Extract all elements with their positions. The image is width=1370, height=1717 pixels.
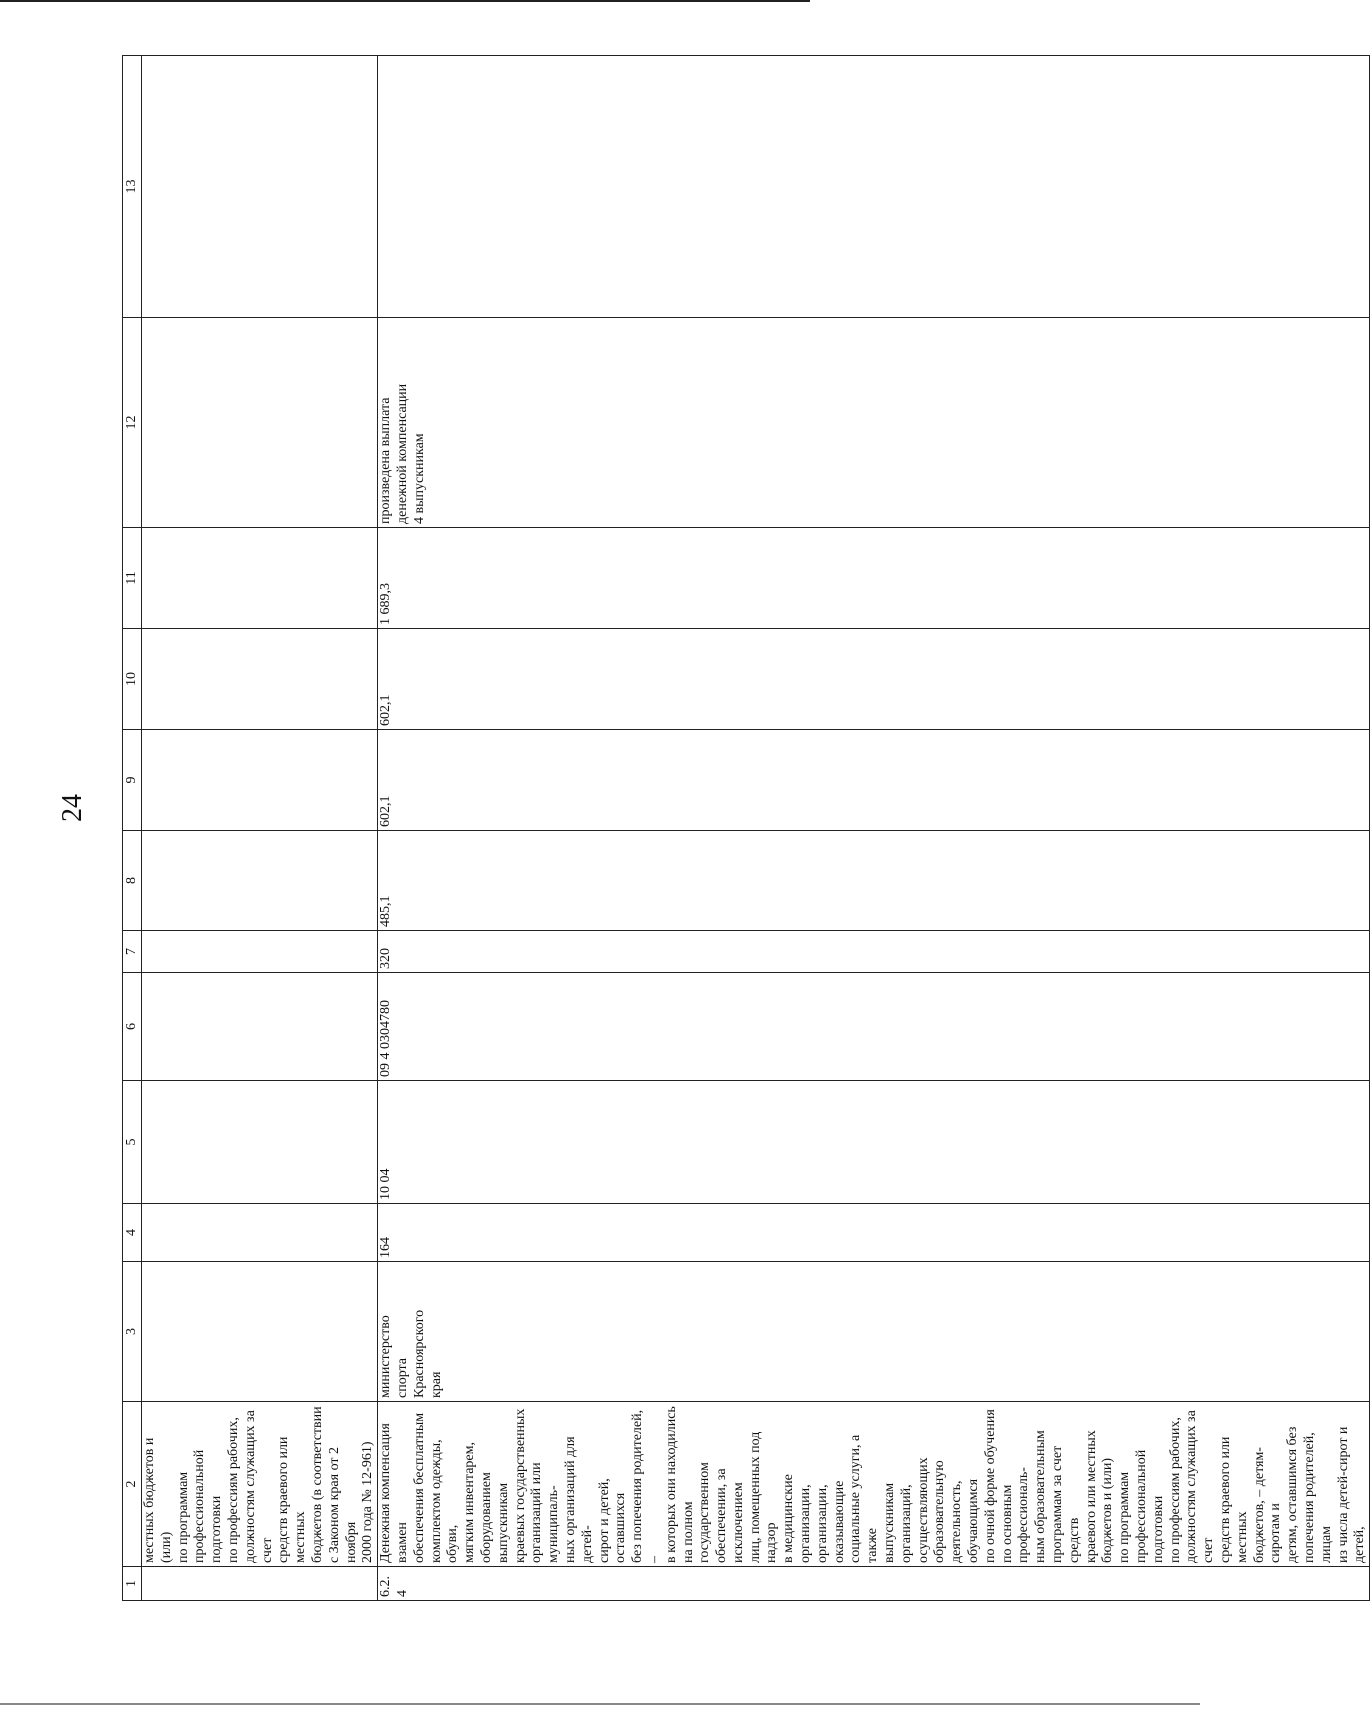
- cell-executor: [378, 1262, 1370, 1402]
- cell-col4: [378, 1204, 1370, 1262]
- column-number: 8: [123, 831, 142, 931]
- column-number: 2: [123, 1402, 142, 1567]
- executor-name: министерство спорта Красноярского края: [378, 1309, 444, 1398]
- item-description: Денежная компенсация взамен обеспечения бесплатным комплектом одежды, обуви, мягким инвентарем, оборудованием выпускникам краевых государственных организаций или муниципаль- ных организаций для детей- сирот и детей, оставшихся без попечения родителей, – в которых они находились на полном государственном обеспечении, за исключением лиц, помещенных под надзор в медицинские организации, организации, оказывающие социальные услуги, а также выпускникам организаций, осуществляющих образовательную деятельность, обучающимся по очной форме обучения по основным профессиональ- ным образовательным программам за счет средств краевого или местных бюджетов и (или) по программам профессиональной подготовки по профессиям рабочих, должностям служащих за счет средств краевого или местных бюджетов, – детям-сиротам и детям, оставшимся без попечения родителей, лицам из числа детей-сирот и детей,: [378, 1406, 1368, 1563]
- cell-description: [378, 1402, 1370, 1567]
- cell-empty: [142, 931, 378, 973]
- item-number: 6.2.4: [378, 1576, 410, 1597]
- cell-col6: [378, 973, 1370, 1081]
- column-number: 12: [123, 318, 142, 528]
- col11-value: 1 689,3: [378, 583, 394, 625]
- cell-empty: [142, 1081, 378, 1204]
- column-number: 11: [123, 528, 142, 629]
- column-number-header-row: [123, 56, 142, 1601]
- cell-empty: [142, 56, 378, 318]
- cell-empty: [142, 629, 378, 730]
- col4-value: 164: [378, 1237, 394, 1258]
- column-number: 10: [123, 629, 142, 730]
- cell-empty: [142, 528, 378, 629]
- cell-col10: [378, 629, 1370, 730]
- cell-empty: [142, 318, 378, 528]
- cell-col12: [378, 318, 1370, 528]
- column-number: 5: [123, 1081, 142, 1204]
- cell-item-number: [378, 1567, 1370, 1601]
- col9-value: 602,1: [378, 795, 394, 827]
- cell-description-continued: [142, 1402, 378, 1567]
- col12-result-text: произведена выплата денежной компенсации 4 выпускникам: [378, 383, 427, 524]
- cell-col5: [378, 1081, 1370, 1204]
- cell-empty: [142, 1204, 378, 1262]
- col7-value: 320: [378, 948, 394, 969]
- cell-col13: [378, 56, 1370, 318]
- cell-col9: [378, 730, 1370, 831]
- column-number: 1: [123, 1567, 142, 1601]
- top-border-line: [0, 0, 810, 2]
- rotated-page-content: [122, 56, 1368, 1601]
- table-row-continued: [142, 56, 378, 1601]
- column-number: 7: [123, 931, 142, 973]
- cell-col11: [378, 528, 1370, 629]
- column-number: 3: [123, 1262, 142, 1402]
- description-continued-text: местных бюджетов и (или) по программам профессиональной подготовки по профессиям рабочих, должностям служащих за счет средств краевого или местных бюджетов (в соответствии с Законом края от 2 ноября 2000 года № 12-961): [142, 1406, 376, 1563]
- cell-col8: [378, 831, 1370, 931]
- bottom-border-line: [0, 1703, 1200, 1705]
- budget-table: [122, 55, 1370, 1601]
- column-number: 13: [123, 56, 142, 318]
- cell-empty: [142, 730, 378, 831]
- col6-value: 09 4 0304780: [378, 1000, 394, 1077]
- column-number: 4: [123, 1204, 142, 1262]
- page-number: 24: [57, 794, 88, 822]
- col5-value: 10 04: [378, 1168, 394, 1200]
- table-row-6-2-4: [378, 56, 1370, 1601]
- cell-col7: [378, 931, 1370, 973]
- cell-empty: [142, 1567, 378, 1601]
- col10-value: 602,1: [378, 694, 394, 726]
- column-number: 6: [123, 973, 142, 1081]
- cell-empty: [142, 1262, 378, 1402]
- col8-value: 485,1: [378, 895, 394, 927]
- column-number: 9: [123, 730, 142, 831]
- cell-empty: [142, 831, 378, 931]
- cell-empty: [142, 973, 378, 1081]
